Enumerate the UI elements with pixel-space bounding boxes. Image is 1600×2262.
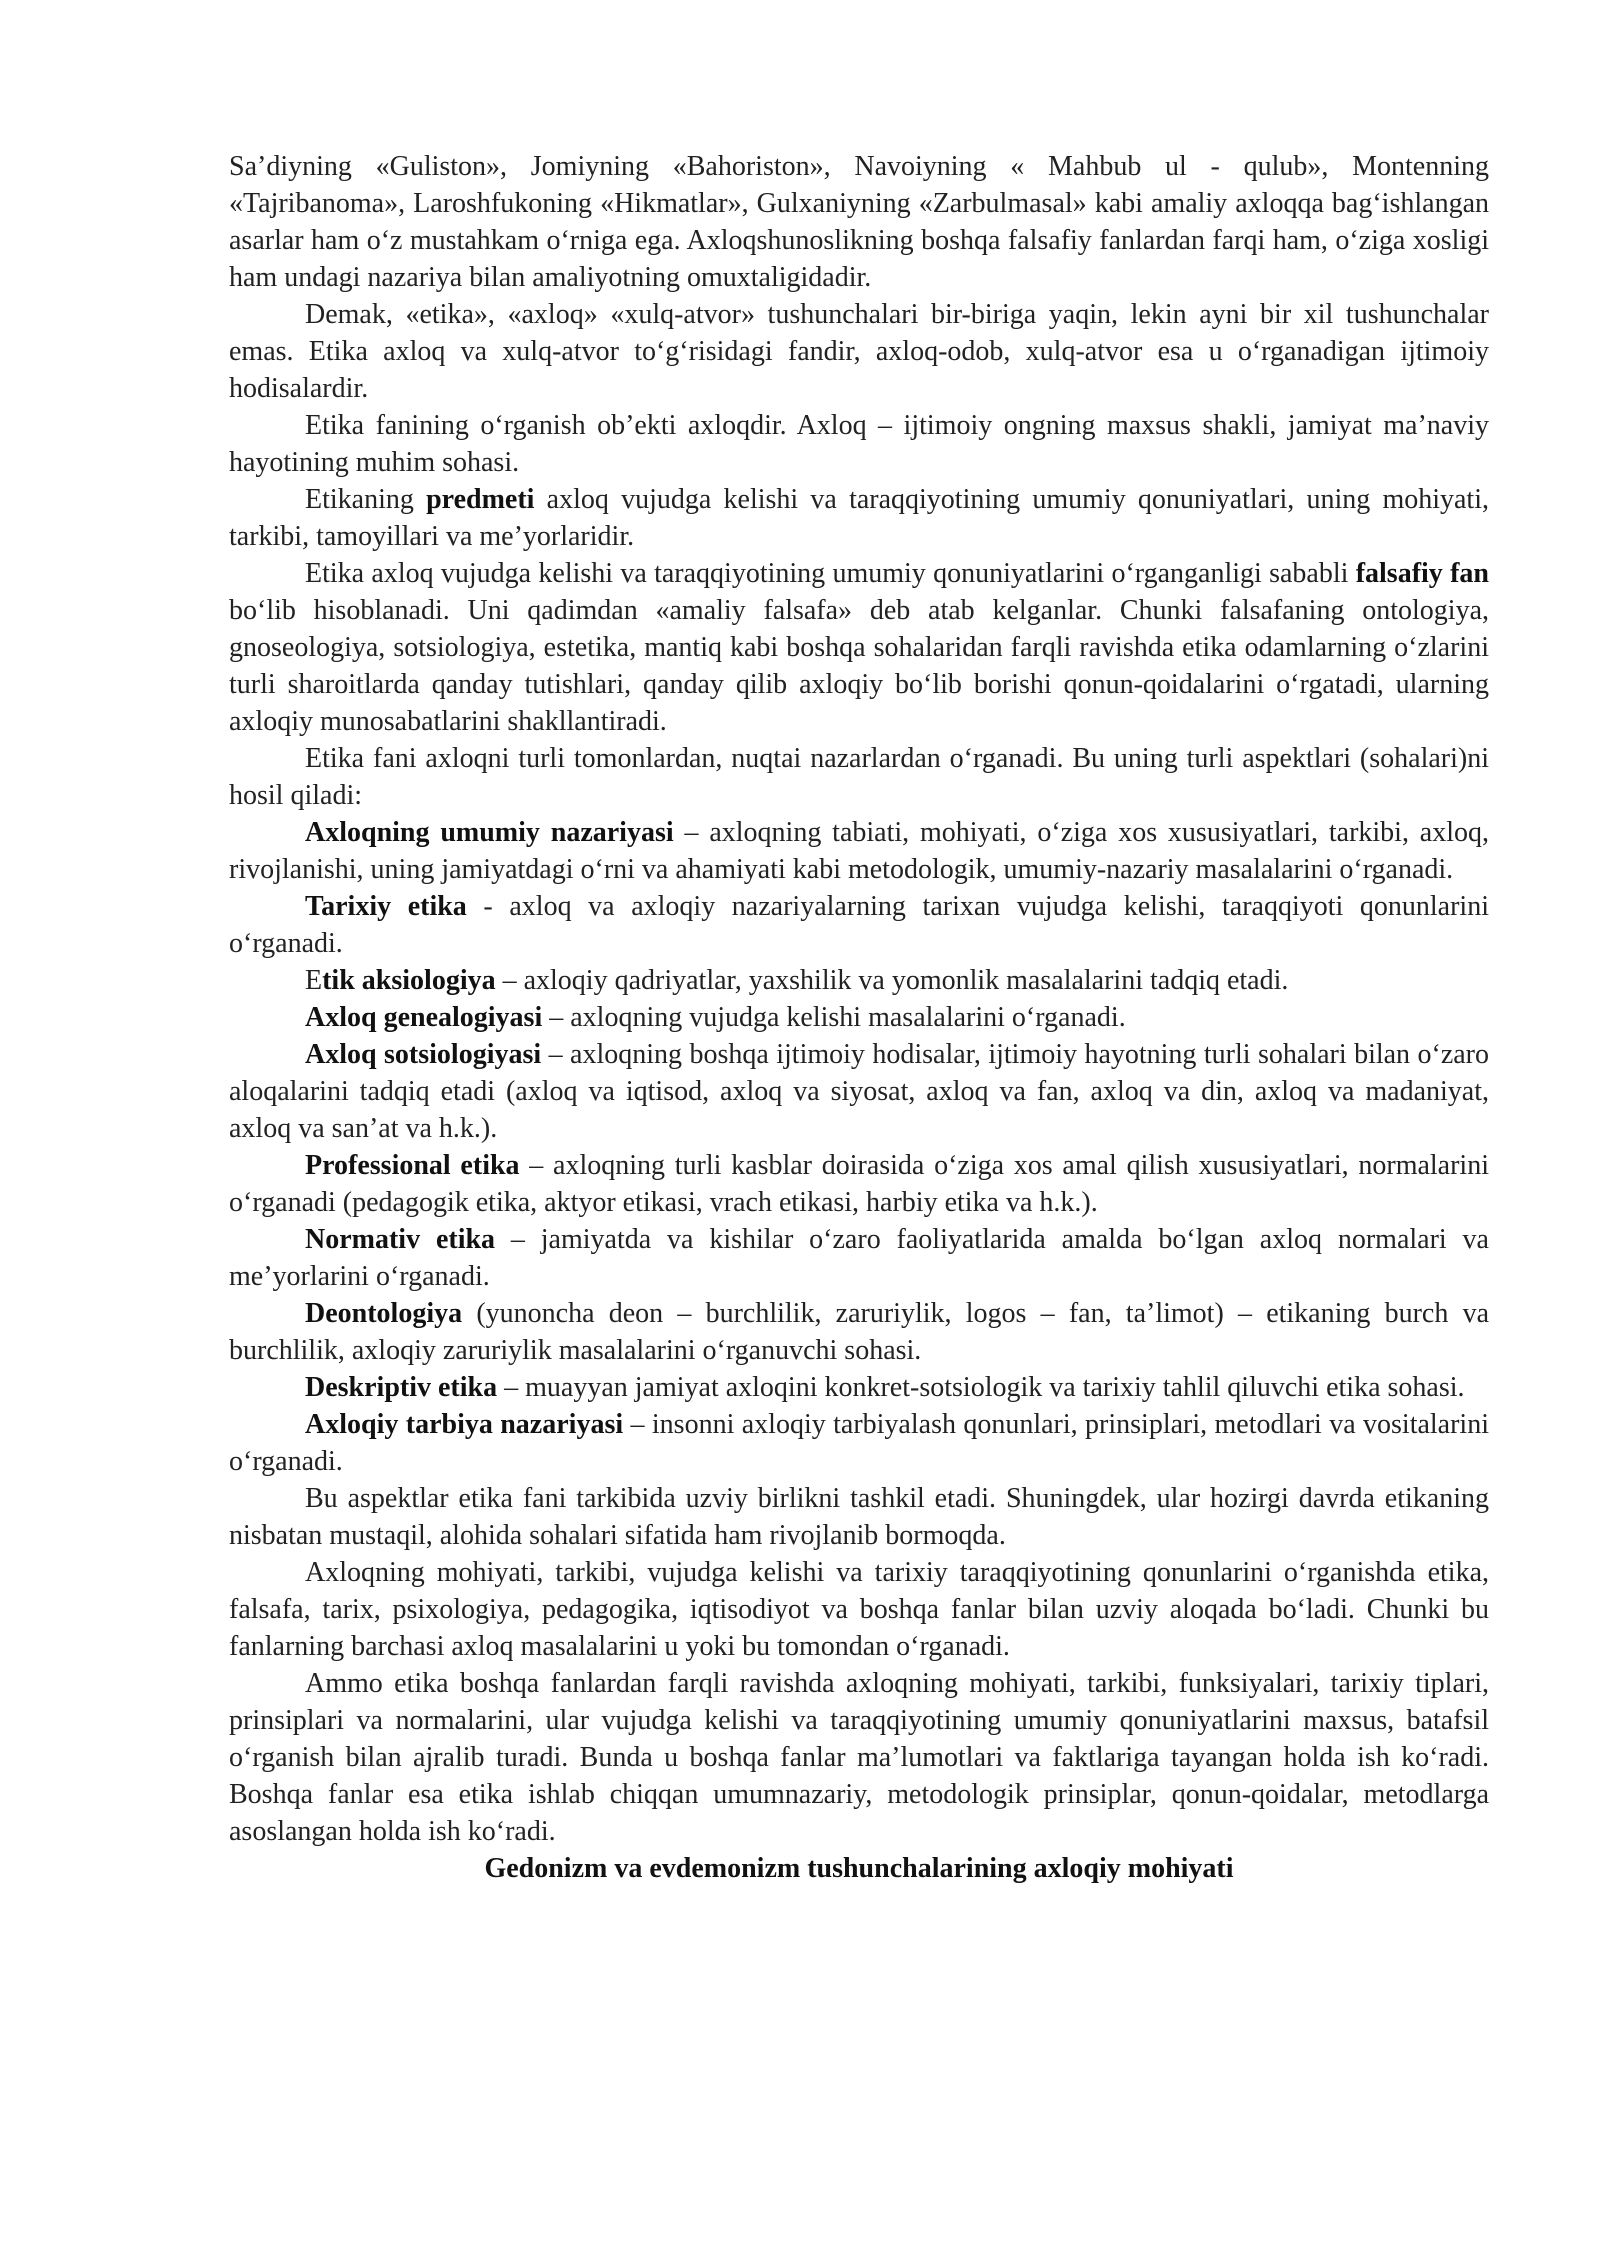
bold-term: Axloq sotsiologiyasi (305, 1039, 542, 1070)
text-run: – axloqning tabiati, mohiyati, o‘ziga xos xususiyatlari, tarkibi, axloq, rivojlanishi, uning jamiyatdagi o‘rni va ahamiyati kabi metodologik, umumiy-nazariy masalalarini o‘rganadi. (229, 817, 1490, 885)
text-run: – insonni axloqiy tarbiyalash qonunlari, prinsiplari, metodlari va vositalarini o‘rganadi. (229, 1409, 1489, 1477)
bold-term: Tarixiy etika (305, 891, 467, 922)
bold-term: Deskriptiv etika (305, 1372, 498, 1403)
paragraph (229, 740, 1489, 814)
text-run: bo‘lib hisoblanadi. Uni qadimdan «amaliy falsafa» deb atab kelganlar. Chunki falsafaning ontologiya, gnoseologiya, sotsiologiya, estetika, mantiq kabi boshqa sohalaridan farqli ravishda etika odamlarning o‘zlarini turli sharoitlarda qanday tutishlari, qanday qilib axloqiy bo‘lib borishi qonun-qoidalarini o‘rgatadi, ularning axloqiy munosabatlarini shakllantiradi. (229, 595, 1489, 737)
paragraph (229, 1554, 1489, 1665)
text-run: Sa’diyning «Guliston», Jomiyning «Bahoriston», Navoiyning « Mahbub ul - qulub», Montenning «Tajribanoma», Laroshfukoning «Hikmatlar», Gulxaniyning «Zarbulmasal» kabi amaliy axloqqa bag‘ishlangan asarlar ham o‘z mustahkam o‘rniga ega. Axloqshunoslikning boshqa falsafiy fanlardan farqi ham, o‘ziga xosligi ham undagi nazariya bilan amaliyotning omuxtaligidadir. (229, 151, 1489, 293)
text-run: – axloqiy qadriyatlar, yaxshilik va yomonlik masalalarini tadqiq etadi. (495, 965, 1289, 996)
bold-term: falsafiy fan (1355, 558, 1489, 589)
document-body (229, 148, 1489, 1850)
text-run: Etika fani axloqni turli tomonlardan, nuqtai nazarlardan o‘rganadi. Bu uning turli aspektlari (sohalari)ni hosil qiladi: (229, 743, 1489, 811)
text-run: Etikaning (305, 484, 427, 515)
bold-term: Normativ etika (305, 1224, 496, 1255)
paragraph (229, 555, 1489, 740)
paragraph (229, 1406, 1489, 1480)
text-run: axloq vujudga kelishi va taraqqiyotining umumiy qonuniyatlari, uning mohiyati, tarkibi, tamoyillari va me’yorlaridir. (229, 484, 1489, 552)
paragraph (229, 1369, 1489, 1406)
paragraph (229, 407, 1489, 481)
bold-term: predmeti (426, 484, 535, 515)
paragraph (229, 1036, 1489, 1147)
paragraph (229, 1221, 1489, 1295)
bold-term: Professional etika (305, 1150, 520, 1181)
paragraph (229, 481, 1489, 555)
text-run: Etika axloq vujudga kelishi va taraqqiyotining umumiy qonuniyatlarini o‘rganganligi sababli (305, 558, 1356, 589)
document-page (229, 148, 1489, 1887)
text-run: – axloqning vujudga kelishi masalalarini o‘rganadi. (542, 1002, 1126, 1033)
text-run: (yunoncha deon – burchlilik, zaruriylik, logos – fan, ta’limot) – etikaning burch va burchlilik, axloqiy zaruriylik masalalarini o‘rganuvchi sohasi. (229, 1298, 1489, 1366)
text-run: E (305, 965, 323, 996)
text-run: Bu aspektlar etika fani tarkibida uzviy birlikni tashkil etadi. Shuningdek, ular hozirgi davrda etikaning nisbatan mustaqil, alohida sohalari sifatida ham rivojlanib bormoqda. (229, 1483, 1489, 1551)
text-run: Etika fanining o‘rganish ob’ekti axloqdir. Axloq – ijtimoiy ongning maxsus shakli, jamiyat ma’naviy hayotining muhim sohasi. (229, 410, 1489, 478)
paragraph (229, 1295, 1489, 1369)
text-run: Axloqning mohiyati, tarkibi, vujudga kelishi va tarixiy taraqqiyotining qonunlarini o‘rganishda etika, falsafa, tarix, psixologiya, pedagogika, iqtisodiyot va boshqa fanlar bilan uzviy aloqada bo‘ladi. Chunki bu fanlarning barchasi axloq masalalarini u yoki bu tomondan o‘rganadi. (229, 1557, 1489, 1662)
section-heading: Gedonizm va evdemonizm tushunchalarining axloqiy mohiyati (484, 1853, 1234, 1884)
paragraph (229, 1665, 1489, 1850)
text-run: - axloq va axloqiy nazariyalarning tarixan vujudga kelishi, taraqqiyoti qonunlarini o‘rganadi. (229, 891, 1489, 959)
text-run: Demak, «etika», «axloq» «xulq-atvor» tushunchalari bir-biriga yaqin, lekin ayni bir xil tushunchalar emas. Etika axloq va xulq-atvor to‘g‘risidagi fandir, axloq-odob, xulq-atvor esa u o‘rganadigan ijtimoiy hodisalardir. (229, 299, 1489, 404)
bold-term: Axloqning umumiy nazariyasi (305, 817, 674, 848)
paragraph (229, 296, 1489, 407)
paragraph (229, 1480, 1489, 1554)
paragraph (229, 148, 1489, 296)
paragraph (229, 999, 1489, 1036)
paragraph (229, 814, 1489, 888)
paragraph (229, 888, 1489, 962)
text-run: – axloqning turli kasblar doirasida o‘ziga xos amal qilish xususiyatlari, normalarini o‘rganadi (pedagogik etika, aktyor etikasi, vrach etikasi, harbiy etika va h.k.). (229, 1150, 1489, 1218)
bold-term: Deontologiya (305, 1298, 463, 1329)
bold-term: tik aksiologiya (322, 965, 496, 996)
paragraph (229, 962, 1489, 999)
bold-term: Axloq genealogiyasi (305, 1002, 543, 1033)
paragraph (229, 1147, 1489, 1221)
text-run: – muayyan jamiyat axloqini konkret-sotsiologik va tarixiy tahlil qiluvchi etika sohasi. (497, 1372, 1465, 1403)
text-run: – axloqning boshqa ijtimoiy hodisalar, ijtimoiy hayotning turli sohalari bilan o‘zaro aloqalarini tadqiq etadi (axloq va iqtisod, axloq va siyosat, axloq va fan, axloq va din, axloq va madaniyat, axloq va san’at va h.k.). (229, 1039, 1490, 1144)
bold-term: Axloqiy tarbiya nazariyasi (305, 1409, 624, 1440)
text-run: – jamiyatda va kishilar o‘zaro faoliyatlarida amalda bo‘lgan axloq normalari va me’yorlarini o‘rganadi. (229, 1224, 1489, 1292)
text-run: Ammo etika boshqa fanlardan farqli ravishda axloqning mohiyati, tarkibi, funksiyalari, tarixiy tiplari, prinsiplari va normalarini, ular vujudga kelishi va taraqqiyotining umumiy qonuniyatlarini maxsus, batafsil o‘rganish bilan ajralib turadi. Bunda u boshqa fanlar ma’lumotlari va faktlariga tayangan holda ish ko‘radi. Boshqa fanlar esa etika ishlab chiqqan umumnazariy, metodologik prinsiplar, qonun-qoidalar, metodlarga asoslangan holda ish ko‘radi. (229, 1668, 1489, 1847)
